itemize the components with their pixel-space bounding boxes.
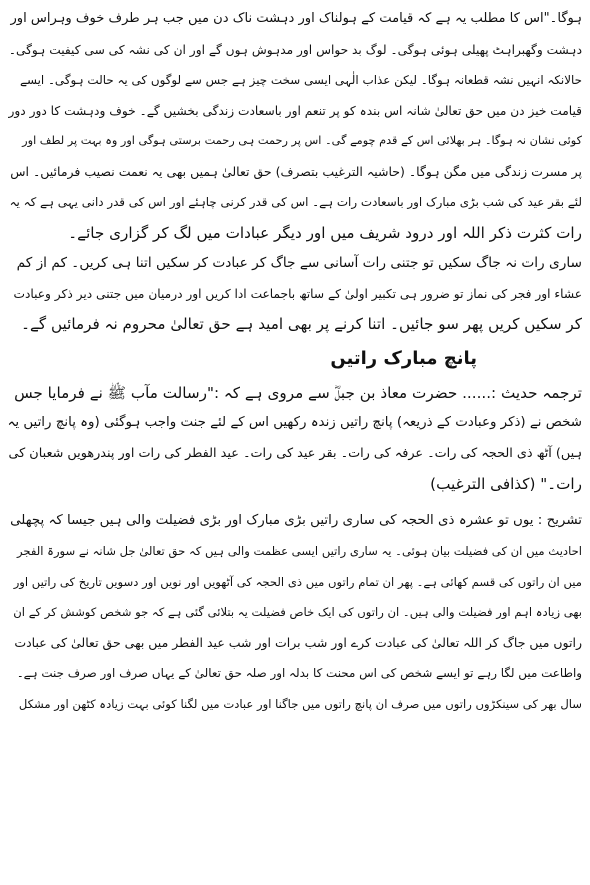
text-line-18: احادیث میں ان کی فضیلت بیان ہوئی۔ یہ ساری راتیں ایسی عظمت والی ہیں کہ حق تعالیٰ جل شانہ نے سورۃ الفجر [16, 544, 582, 558]
text-line-5: کوئی نشان نہ ہوگا۔ ہر بھلائی اس کے قدم چومے گی۔ اس پر رحمت ہی رحمت برستی ہوگی اور وہ بہت پر لطف اور [22, 134, 582, 147]
text-line-6: پر مسرت زندگی میں مگن ہوگا۔ (حاشیہ الترغیب بتصرف) حق تعالیٰ ہمیں بھی یہ نعمت نصیب فرمائیں۔ اس [10, 163, 582, 179]
text-line-20: بھی زیادہ اہم اور فضیلت والی ہیں۔ ان راتوں کی ایک خاص فضیلت یہ بتلائی گئی ہے کہ جو شخص کوشش کر کے ان [13, 605, 582, 619]
section-heading: پانچ مبارک راتیں [330, 347, 477, 369]
document-page [8, 4, 582, 881]
text-line-11: کر سکیں کریں پھر سو جائیں۔ اتنا کرنے پر بھی امید ہے حق تعالیٰ محروم نہ فرمائیں گے۔ [21, 315, 582, 333]
text-line-22: واطاعت میں لگا رہے تو ایسے شخص کی اس محنت کا بدلہ اور صلہ حق تعالیٰ کے یہاں صرف اور صرف جنت ہے۔ [16, 666, 582, 680]
text-line-2: دہشت وگھبراہٹ پھیلی ہوئی ہوگی۔ لوگ بد حواس اور مدہوش ہوں گے اور ان کی نشہ کی سی کیفیت ہوگی۔ [8, 42, 582, 57]
text-line-19: میں ان راتوں کی قسم کھائی ہے۔ پھر ان تمام راتوں میں ذی الحجہ کی آٹھویں اور نویں اور دسویں تاریخ کی راتیں اور [13, 574, 582, 589]
text-line-15: ہیں) آٹھ ذی الحجہ کی رات۔ عرفہ کی رات۔ بقر عید کی رات۔ عید الفطر کی رات اور پندرھویں شعبان کی [8, 445, 582, 461]
text-line-9: ساری رات نہ جاگ سکیں تو جتنی رات آسانی سے جاگ کر عبادت کر سکیں اتنا ہی کریں۔ کم از کم [16, 255, 582, 271]
text-line-3: حالانکہ انہیں نشہ قطعانہ ہوگا۔ لیکن عذاب الٰہی ایسی سخت چیز ہے جس سے لوگوں کی یہ حالت ہوگی۔ ایسے [20, 73, 582, 87]
text-line-7: لئے بقر عید کی شب بڑی مبارک اور باسعادت رات ہے۔ اس کی قدر کرنی چاہئے اور اس کی قدر دانی یہی ہے کہ یہ [9, 195, 582, 209]
text-line-1: ہوگا۔"اس کا مطلب یہ ہے کہ قیامت کے ہولناک اور دہشت ناک دن میں جب ہر طرف خوف وہراس اور [10, 11, 582, 26]
text-line-21: راتوں میں جاگ کر اللہ تعالیٰ کی عبادت کرے اور شب برات اور شب عید الفطر میں بھی حق تعالیٰ کی عبادت [14, 634, 582, 650]
text-line-17: تشریح : یوں تو عشرہ ذی الحجہ کی ساری راتیں بڑی مبارک اور بڑی فضیلت والی ہیں جیسا کہ پچھلی [10, 512, 582, 528]
text-line-14: شخص نے (ذکر وعبادت کے ذریعہ) پانچ راتیں زندہ رکھیں اس کے لئے جنت واجب ہوگئی (وہ پانچ راتیں یہ [8, 415, 582, 430]
text-line-10: عشاء اور فجر کی نماز تو ضرور ہی تکبیر اولیٰ کے ساتھ باجماعت ادا کریں اور درمیان میں جتنی دیر ذکر وعبادت [13, 286, 582, 301]
text-line-23: سال بھر کی سینکڑوں راتوں میں صرف ان پانچ راتوں میں جاگنا اور عبادت میں لگنا کوئی بہت زیادہ کٹھن اور مشکل [18, 696, 582, 711]
text-line-4: قیامت خیز دن میں حق تعالیٰ شانہ اس بندہ کو پر تنعم اور باسعادت زندگی بخشیں گے۔ خوف ودہشت کا دور دور [8, 103, 582, 118]
text-line-16: رات۔" (کذافی الترغیب) [430, 475, 582, 493]
text-line-8: رات کثرت ذکر اللہ اور درود شریف میں اور دیگر عبادات میں لگ کر گزاری جائے۔ [68, 223, 582, 242]
text-line-13: ترجمہ حدیث :...... حضرت معاذ بن جبلؓ سے مروی ہے کہ :"رسالت مآب ﷺ نے فرمایا جس [14, 383, 582, 402]
